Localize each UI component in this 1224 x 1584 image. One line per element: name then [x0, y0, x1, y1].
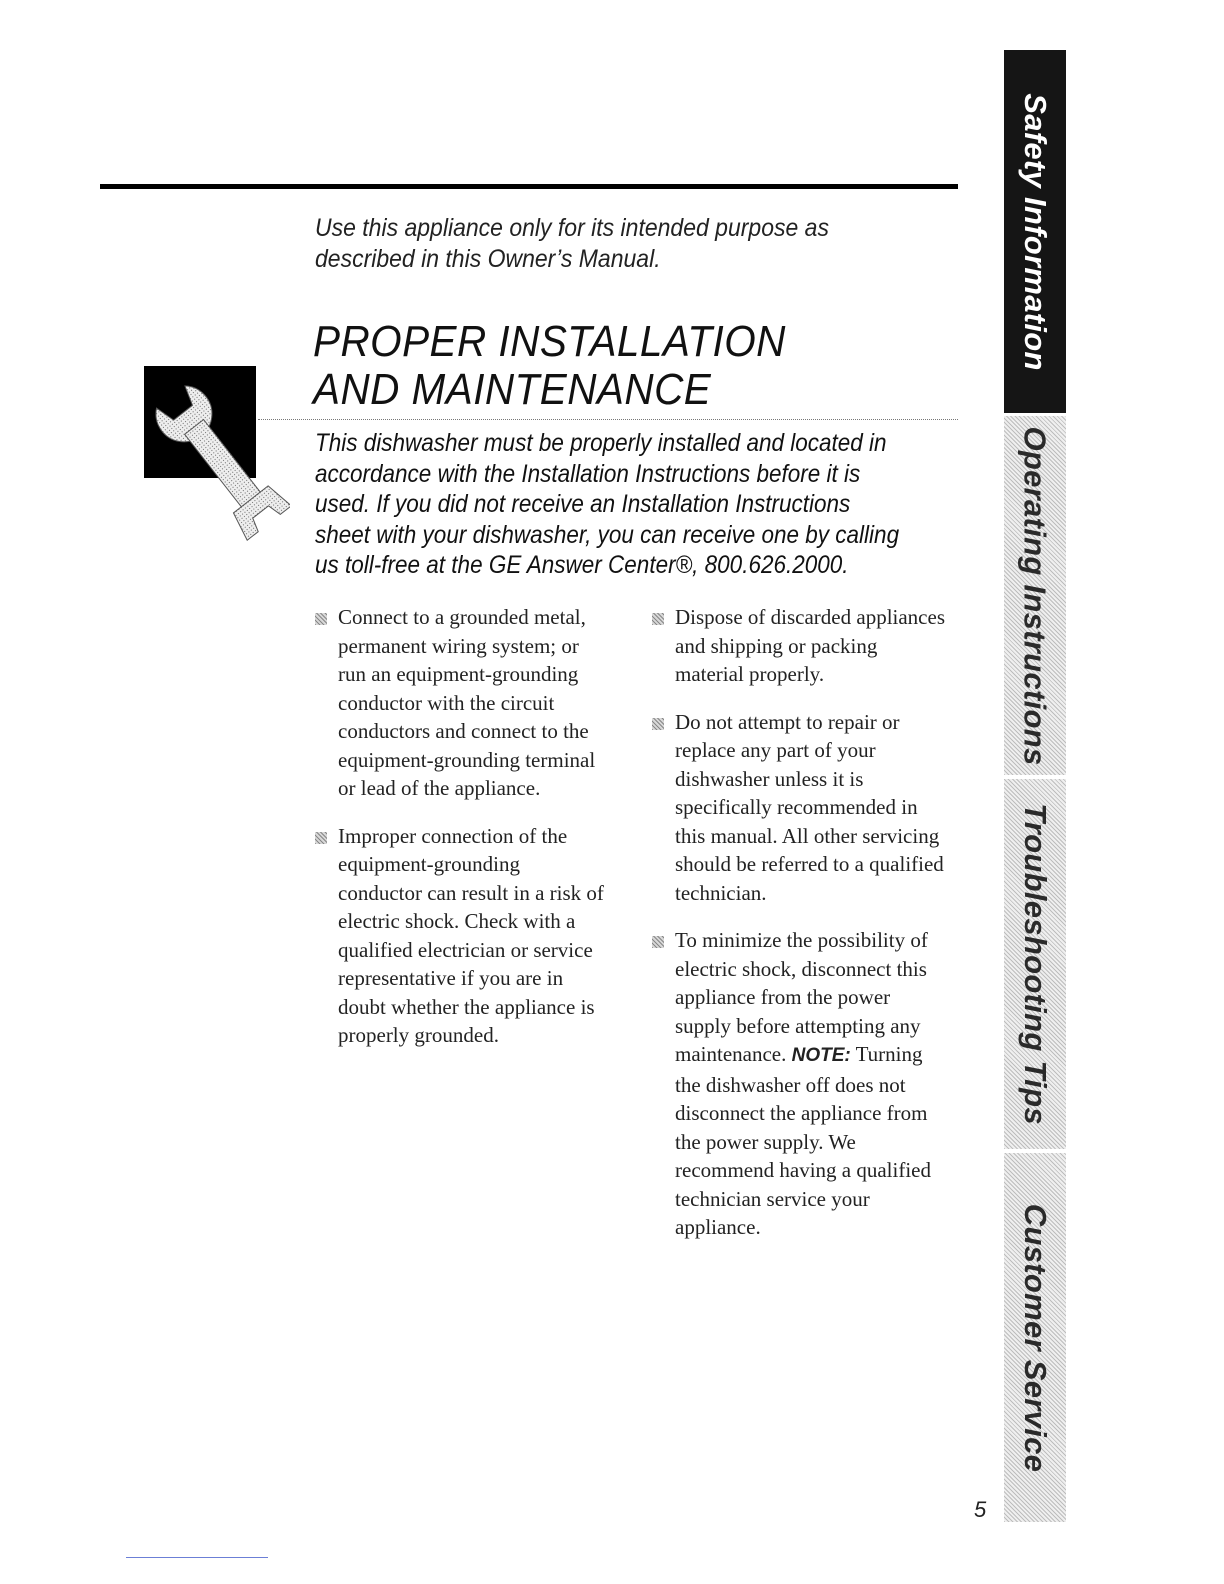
list-item — [650, 603, 945, 689]
list-item — [313, 603, 608, 803]
heading-line-2: AND MAINTENANCE — [313, 365, 712, 414]
tab-operating-instructions[interactable] — [1004, 416, 1066, 775]
right-column — [650, 603, 945, 1261]
footer-rule — [126, 1557, 268, 1558]
installation-warning — [315, 428, 936, 581]
bullet-icon — [315, 613, 327, 625]
section-heading — [313, 318, 902, 414]
intro-line-1: Use this appliance only for its intended purpose as — [315, 214, 829, 242]
list-item — [650, 926, 945, 1242]
tab-label: Troubleshooting Tips — [1018, 803, 1053, 1125]
warning-line: used. If you did not receive an Installation Instructions — [315, 490, 851, 518]
warning-line: accordance with the Installation Instructions before it is — [315, 459, 861, 488]
heading-rule — [258, 419, 958, 420]
warning-line: us toll-free at the GE Answer Center®, 800.626.2000. — [315, 551, 849, 579]
section-tabs — [1004, 50, 1066, 1522]
bullet-icon — [652, 936, 664, 948]
note-label: NOTE: — [791, 1045, 851, 1066]
heading-line-1: PROPER INSTALLATION — [313, 317, 786, 366]
wrench-icon — [150, 360, 290, 555]
list-item-text: Turning the dishwasher off does not disconnect the appliance from the power supply. We recommend having a qualified technician service your appliance. — [675, 1042, 931, 1239]
tab-label: Safety Information — [1018, 92, 1054, 371]
list-item — [650, 708, 945, 908]
list-item-text: Dispose of discarded appliances and shipping or packing material properly. — [675, 605, 945, 686]
bullet-icon — [652, 718, 664, 730]
intro-line-2: described in this Owner’s Manual. — [315, 245, 661, 273]
tab-customer-service[interactable] — [1004, 1153, 1066, 1522]
warning-line: sheet with your dishwasher, you can receive one by calling — [315, 520, 900, 549]
list-item-text: Connect to a grounded metal, permanent wiring system; or run an equipment-grounding conductor with the circuit conductors and connect to the equipment-grounding terminal or lead of the appliance. — [338, 605, 596, 800]
bullet-icon — [315, 832, 327, 844]
tab-safety-information[interactable] — [1004, 50, 1066, 413]
intro-text — [315, 213, 904, 275]
list-item-text: To minimize the possibility of electric shock, disconnect this appliance from the power supply before attempting any maintenance. — [675, 928, 928, 1066]
left-column — [313, 603, 608, 1069]
warning-line: This dishwasher must be properly installed and located in — [315, 429, 887, 457]
list-item-text: Do not attempt to repair or replace any part of your dishwasher unless it is specifically recommended in this manual. All other servicing should be referred to a qualified technician. — [675, 709, 944, 905]
tab-label: Operating Instructions — [1018, 425, 1053, 766]
tab-label: Customer Service — [1018, 1203, 1054, 1472]
tab-troubleshooting-tips[interactable] — [1004, 779, 1066, 1149]
list-item-text: Improper connection of the equipment-grounding conductor can result in a risk of electric shock. Check with a qualified electrician or service representative if you are in doubt whether the appliance is properly grounded. — [338, 823, 604, 1047]
top-rule — [100, 184, 958, 189]
page-number: 5 — [974, 1497, 987, 1522]
list-item — [313, 822, 608, 1050]
bullet-icon — [652, 613, 664, 625]
